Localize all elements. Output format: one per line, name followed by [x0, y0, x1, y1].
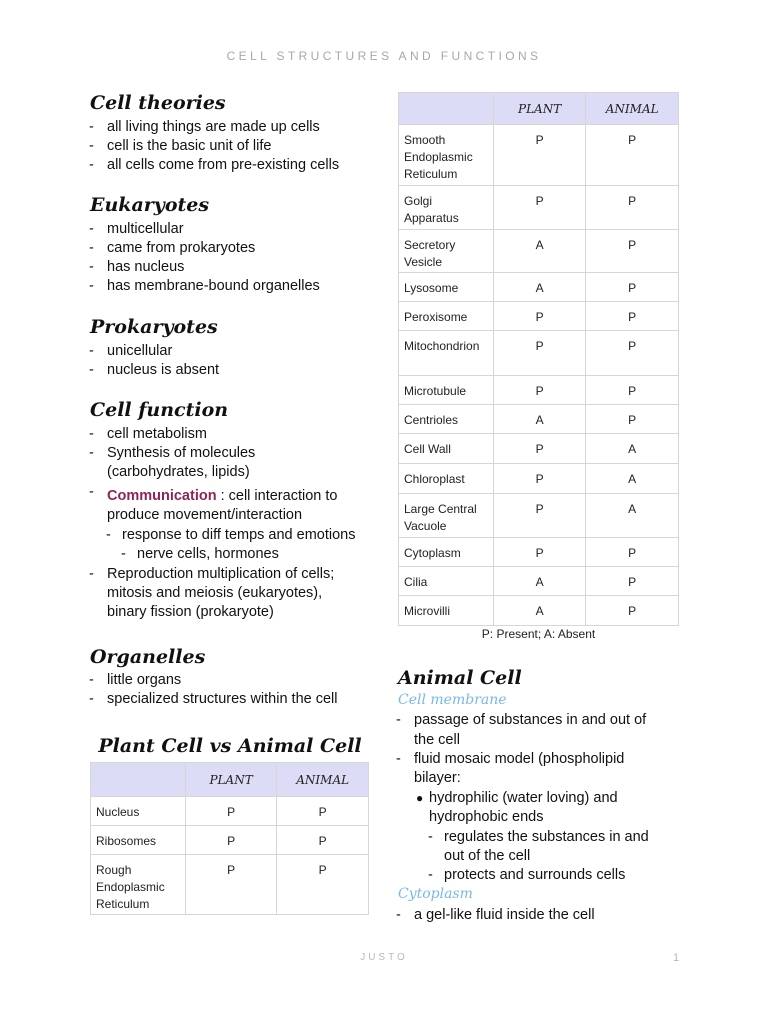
cell-function-heading: Cell function — [90, 399, 229, 421]
list-item: - Synthesis of molecules — [89, 445, 256, 461]
communication-highlight: Communication — [107, 488, 217, 504]
list-item: - Reproduction multiplication of cells; — [89, 566, 335, 582]
table-row — [399, 596, 679, 626]
plant-value: P — [185, 855, 277, 915]
organelle-name: Lysosome — [399, 273, 494, 302]
animal-value: P — [586, 125, 679, 186]
plant-value: P — [493, 464, 586, 494]
plant-value: A — [493, 596, 586, 626]
plant-value: P — [493, 302, 586, 331]
plant-value: P — [185, 826, 277, 855]
plant-value: P — [493, 186, 586, 230]
list-item-continuation: binary fission (prokaryote) — [107, 604, 274, 620]
organelle-table-right — [398, 92, 679, 626]
table-row — [399, 434, 679, 464]
prokaryotes-heading: Prokaryotes — [90, 316, 218, 338]
list-item: - cell metabolism — [89, 426, 207, 442]
animal-value: A — [586, 434, 679, 464]
table-row — [399, 464, 679, 494]
list-item: - has nucleus — [89, 259, 185, 275]
organelle-name: Golgi Apparatus — [399, 186, 494, 230]
table-row — [91, 855, 369, 915]
list-item: ● hydrophilic (water loving) and — [416, 790, 618, 806]
plant-value: A — [493, 567, 586, 596]
page-header: CELL STRUCTURES AND FUNCTIONS — [226, 49, 542, 63]
eukaryotes-heading: Eukaryotes — [90, 194, 210, 216]
plant-value: P — [493, 376, 586, 405]
animal-value: P — [277, 826, 369, 855]
animal-value: P — [277, 855, 369, 915]
list-item: - all living things are made up cells — [89, 119, 320, 135]
table-row — [91, 826, 369, 855]
table-row — [399, 273, 679, 302]
list-item: - came from prokaryotes — [89, 240, 256, 256]
list-item-continuation: produce movement/interaction — [107, 507, 303, 523]
page-number: 1 — [673, 952, 680, 964]
animal-value: P — [586, 230, 679, 273]
table-legend: P: Present; A: Absent — [481, 627, 596, 641]
organelle-table-left — [90, 762, 369, 915]
table-header-blank — [399, 93, 494, 125]
plant-value: P — [493, 494, 586, 538]
organelle-name: Chloroplast — [399, 464, 494, 494]
organelle-name: Cilia — [399, 567, 494, 596]
animal-value: P — [586, 302, 679, 331]
organelle-name: Ribosomes — [91, 826, 186, 855]
list-item: - unicellular — [89, 343, 173, 359]
cytoplasm-subheading: Cytoplasm — [398, 886, 473, 902]
list-item: - a gel-like fluid inside the cell — [396, 907, 595, 923]
list-item: - response to diff temps and emotions — [106, 527, 356, 543]
column-header-plant: PLANT — [493, 93, 586, 125]
column-header-animal: ANIMAL — [586, 93, 679, 125]
table-row — [91, 797, 369, 826]
animal-value: P — [586, 596, 679, 626]
plant-value: A — [493, 405, 586, 434]
animal-value: P — [586, 538, 679, 567]
plant-value: P — [493, 125, 586, 186]
table-header-row — [91, 763, 369, 797]
animal-value: P — [586, 273, 679, 302]
organelle-name: Nucleus — [91, 797, 186, 826]
plant-value: A — [493, 273, 586, 302]
animal-value: A — [586, 464, 679, 494]
plant-value: P — [185, 797, 277, 826]
organelle-name: Microtubule — [399, 376, 494, 405]
list-item: - Communication : cell interaction to — [89, 484, 338, 504]
animal-cell-heading: Animal Cell — [398, 667, 522, 689]
organelle-name: Centrioles — [399, 405, 494, 434]
table-row — [399, 405, 679, 434]
plant-value: P — [493, 331, 586, 376]
cell-theories-heading: Cell theories — [90, 92, 226, 114]
animal-value: P — [586, 405, 679, 434]
list-item-continuation: bilayer: — [414, 770, 461, 786]
animal-value: P — [586, 567, 679, 596]
list-item: - multicellular — [89, 221, 184, 237]
list-item-continuation: out of the cell — [444, 848, 531, 864]
table-header-blank — [91, 763, 186, 797]
plant-value: P — [493, 434, 586, 464]
organelle-name: Rough Endoplasmic Reticulum — [91, 855, 186, 915]
organelle-name: Large Central Vacuole — [399, 494, 494, 538]
cell-membrane-subheading: Cell membrane — [398, 692, 507, 708]
comparison-heading: Plant Cell vs Animal Cell — [98, 735, 362, 757]
list-item: - regulates the substances in and — [428, 829, 649, 845]
organelle-name: Peroxisome — [399, 302, 494, 331]
table-row — [399, 125, 679, 186]
list-item: - specialized structures within the cell — [89, 691, 338, 707]
animal-value: P — [586, 376, 679, 405]
list-item: - fluid mosaic model (phospholipid — [396, 751, 625, 767]
table-row — [399, 494, 679, 538]
animal-value: P — [586, 186, 679, 230]
table-row — [399, 567, 679, 596]
organelle-name: Secretory Vesicle — [399, 230, 494, 273]
list-item-continuation: the cell — [414, 732, 460, 748]
list-item: - passage of substances in and out of — [396, 712, 647, 728]
list-item-continuation: hydrophobic ends — [429, 809, 544, 825]
table-row — [399, 376, 679, 405]
animal-value: P — [277, 797, 369, 826]
organelle-name: Microvilli — [399, 596, 494, 626]
page-footer: JUSTO — [360, 952, 408, 963]
list-item-continuation: (carbohydrates, lipids) — [107, 464, 250, 480]
plant-value: A — [493, 230, 586, 273]
organelle-name: Cell Wall — [399, 434, 494, 464]
list-item-continuation: mitosis and meiosis (eukaryotes), — [107, 585, 323, 601]
table-row — [399, 186, 679, 230]
list-item: - little organs — [89, 672, 182, 688]
organelles-heading: Organelles — [90, 646, 206, 668]
list-item: - cell is the basic unit of life — [89, 138, 272, 154]
list-item: - all cells come from pre-existing cells — [89, 157, 340, 173]
list-item: - has membrane-bound organelles — [89, 278, 320, 294]
table-row — [399, 302, 679, 331]
organelle-name: Cytoplasm — [399, 538, 494, 567]
list-item: - nerve cells, hormones — [121, 546, 279, 562]
table-row — [399, 331, 679, 376]
organelle-name: Mitochondrion — [399, 331, 494, 376]
table-row — [399, 230, 679, 273]
list-item: - protects and surrounds cells — [428, 867, 626, 883]
animal-value: P — [586, 331, 679, 376]
organelle-name: Smooth Endoplasmic Reticulum — [399, 125, 494, 186]
column-header-plant: PLANT — [185, 763, 277, 797]
animal-value: A — [586, 494, 679, 538]
table-header-row — [399, 93, 679, 125]
table-row — [399, 538, 679, 567]
plant-value: P — [493, 538, 586, 567]
list-item: - nucleus is absent — [89, 362, 220, 378]
column-header-animal: ANIMAL — [277, 763, 369, 797]
